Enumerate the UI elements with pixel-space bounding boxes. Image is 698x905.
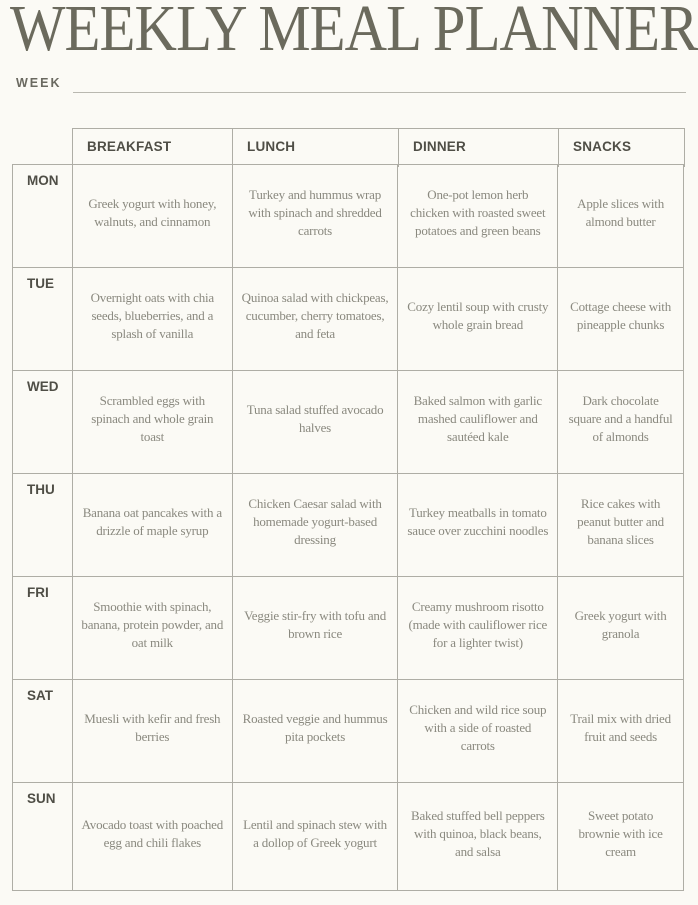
week-field	[16, 76, 686, 96]
snacks-cell: Apple slices with almond butter	[558, 165, 684, 267]
snacks-cell: Greek yogurt with granola	[558, 577, 684, 679]
breakfast-cell: Banana oat pancakes with a drizzle of maple syrup	[73, 474, 233, 576]
column-header-lunch: LUNCH	[233, 129, 399, 167]
table-row-tue	[12, 267, 684, 370]
breakfast-cell: Smoothie with spinach, banana, protein powder, and oat milk	[73, 577, 233, 679]
dinner-cell: Creamy mushroom risotto (made with cauliflower rice for a lighter twist)	[398, 577, 558, 679]
lunch-cell: Quinoa salad with chickpeas, cucumber, cherry tomatoes, and feta	[233, 268, 399, 370]
dinner-cell: Baked salmon with garlic mashed cauliflower and sautéed kale	[398, 371, 558, 473]
column-header-snacks: SNACKS	[559, 129, 685, 167]
day-rows	[12, 164, 684, 891]
snacks-cell: Rice cakes with peanut butter and banana slices	[558, 474, 684, 576]
breakfast-cell: Muesli with kefir and fresh berries	[73, 680, 233, 782]
column-header-row	[72, 128, 685, 167]
dinner-cell: Turkey meatballs in tomato sauce over zucchini noodles	[398, 474, 558, 576]
page-title: WEEKLY MEAL PLANNER	[10, 0, 698, 65]
column-header-breakfast: BREAKFAST	[73, 129, 233, 167]
day-label: THU	[13, 474, 73, 576]
table-row-mon	[12, 164, 684, 267]
dinner-cell: Chicken and wild rice soup with a side of roasted carrots	[398, 680, 558, 782]
breakfast-cell: Overnight oats with chia seeds, blueberries, and a splash of vanilla	[73, 268, 233, 370]
snacks-cell: Sweet potato brownie with ice cream	[558, 783, 684, 890]
table-row-wed	[12, 370, 684, 473]
table-row-sun	[12, 782, 684, 891]
breakfast-cell: Greek yogurt with honey, walnuts, and cinnamon	[73, 165, 233, 267]
lunch-cell: Tuna salad stuffed avocado halves	[233, 371, 399, 473]
week-input-line[interactable]	[73, 92, 686, 93]
dinner-cell: Cozy lentil soup with crusty whole grain bread	[398, 268, 558, 370]
meal-planner-table	[12, 128, 684, 892]
table-row-thu	[12, 473, 684, 576]
table-row-fri	[12, 576, 684, 679]
breakfast-cell: Avocado toast with poached egg and chili flakes	[73, 783, 233, 890]
day-label: SAT	[13, 680, 73, 782]
day-label: TUE	[13, 268, 73, 370]
day-label: WED	[13, 371, 73, 473]
lunch-cell: Chicken Caesar salad with homemade yogurt-based dressing	[233, 474, 399, 576]
dinner-cell: Baked stuffed bell peppers with quinoa, black beans, and salsa	[398, 783, 558, 890]
day-label: MON	[13, 165, 73, 267]
column-header-dinner: DINNER	[399, 129, 559, 167]
week-label: WEEK	[16, 76, 62, 90]
snacks-cell: Dark chocolate square and a handful of almonds	[558, 371, 684, 473]
day-label: FRI	[13, 577, 73, 679]
breakfast-cell: Scrambled eggs with spinach and whole grain toast	[73, 371, 233, 473]
day-label: SUN	[13, 783, 73, 890]
table-row-sat	[12, 679, 684, 782]
dinner-cell: One-pot lemon herb chicken with roasted sweet potatoes and green beans	[398, 165, 558, 267]
lunch-cell: Veggie stir-fry with tofu and brown rice	[233, 577, 399, 679]
snacks-cell: Cottage cheese with pineapple chunks	[558, 268, 684, 370]
snacks-cell: Trail mix with dried fruit and seeds	[558, 680, 684, 782]
lunch-cell: Roasted veggie and hummus pita pockets	[233, 680, 399, 782]
lunch-cell: Turkey and hummus wrap with spinach and shredded carrots	[233, 165, 399, 267]
lunch-cell: Lentil and spinach stew with a dollop of Greek yogurt	[233, 783, 399, 890]
